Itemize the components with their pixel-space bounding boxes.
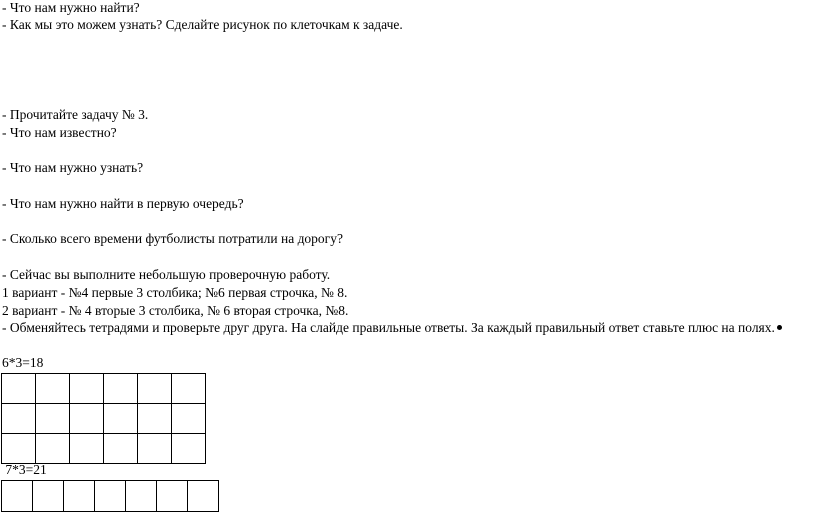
text-line: - Что нам нужно найти в первую очередь? (2, 196, 244, 211)
bullet-icon (777, 325, 782, 330)
equation-label: 6*3=18 (2, 355, 44, 370)
cell-grid (1, 373, 206, 464)
text-line: - Что нам известно? (2, 125, 117, 140)
text-line: - Что нам нужно узнать? (2, 160, 144, 175)
text-line: - Сейчас вы выполните небольшую проверочную работу. (2, 267, 331, 282)
text-line: 1 вариант - №4 первые 3 столбика; №6 первая строчка, № 8. (2, 285, 348, 300)
text-line-with-bullet (2, 320, 782, 336)
text-line: - Прочитайте задачу № 3. (2, 107, 149, 122)
equation-label: 7*3=21 (2, 462, 47, 477)
text-line: - Что нам нужно найти? (2, 0, 140, 15)
text-line: - Как мы это можем узнать? Сделайте рисунок по клеточкам к задаче. (2, 17, 403, 32)
text-line: - Сколько всего времени футболисты потратили на дорогу? (2, 231, 343, 246)
cell-grid (1, 480, 219, 512)
text-line: 2 вариант - № 4 вторые 3 столбика, № 6 вторая строчка, №8. (2, 303, 349, 318)
text-line: - Обменяйтесь тетрадями и проверьте друг друга. На слайде правильные ответы. За каждый правильный ответ ставьте плюс на полях. (2, 320, 775, 335)
